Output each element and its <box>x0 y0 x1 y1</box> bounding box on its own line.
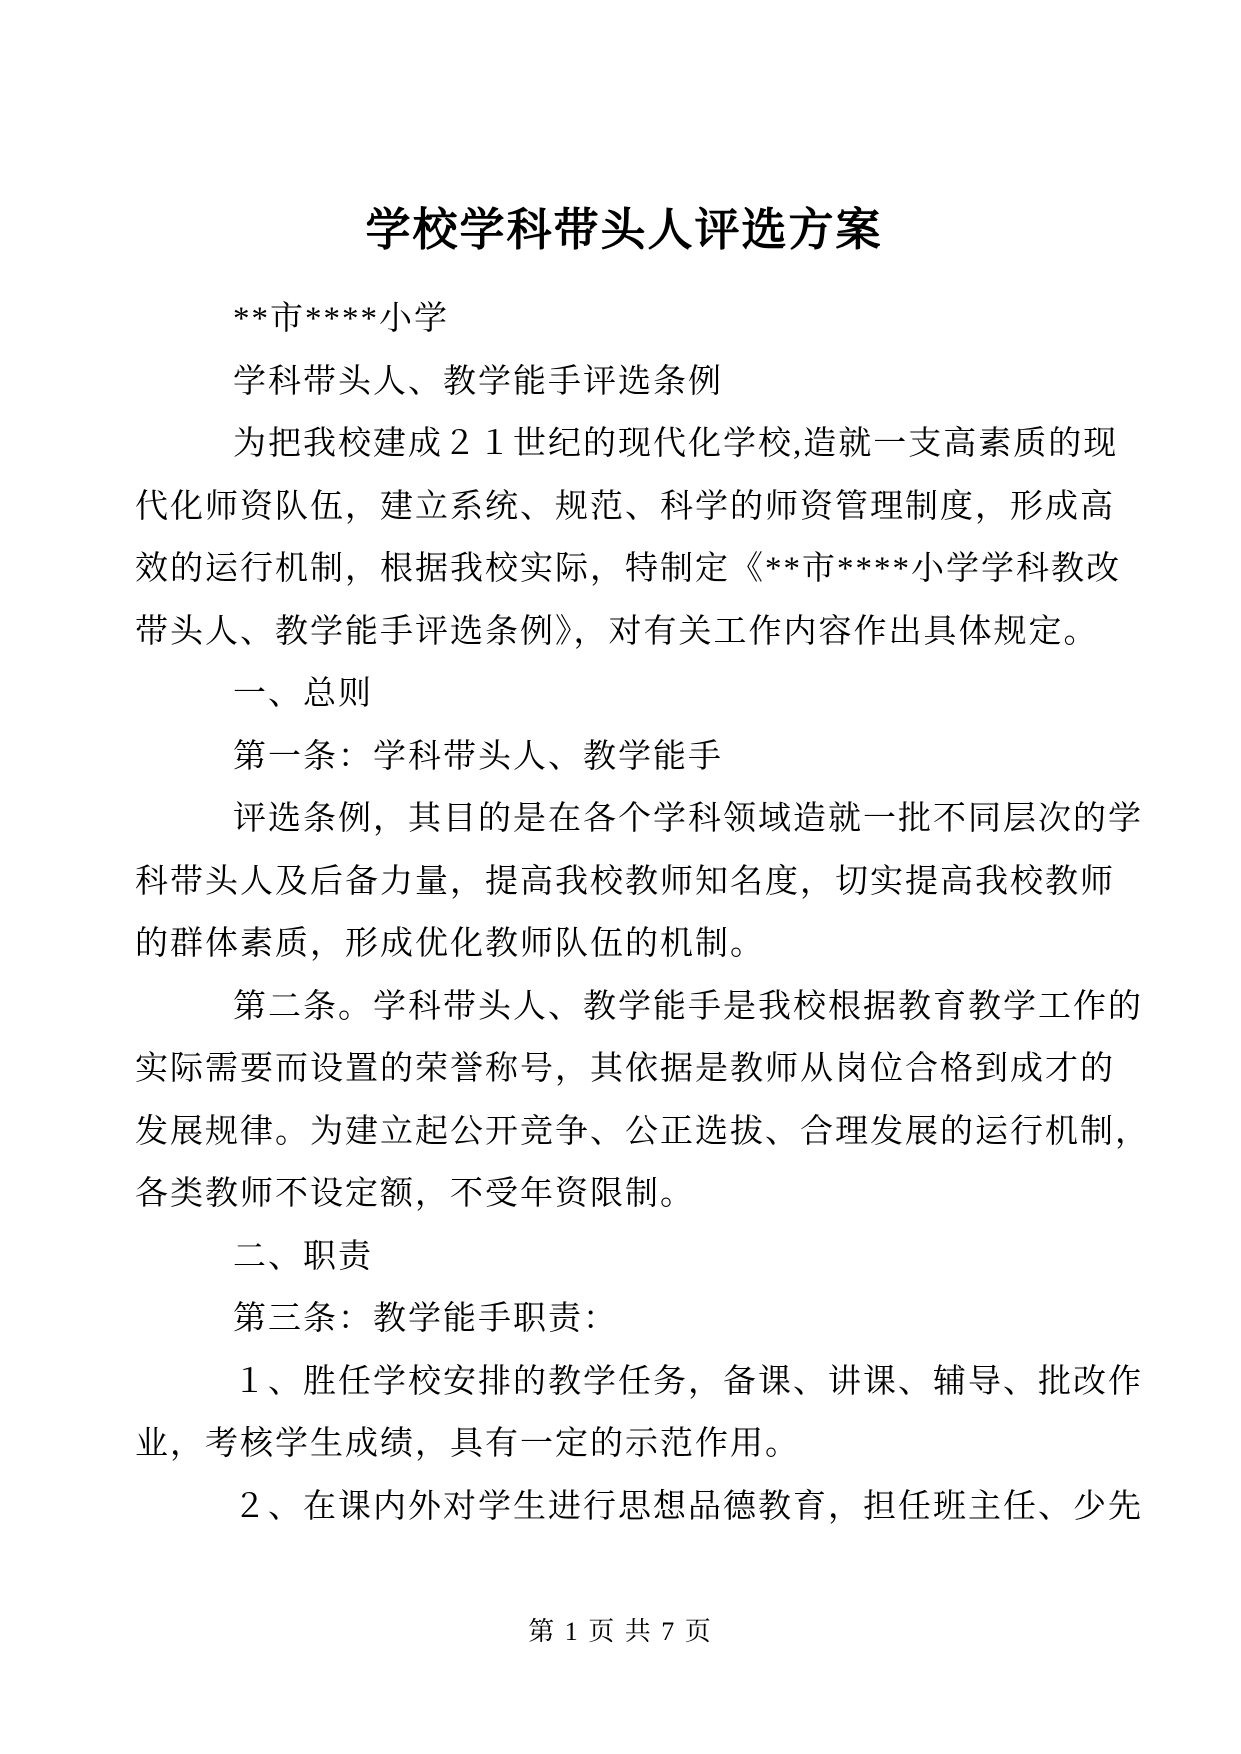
body-line: 各类教师不设定额，不受年资限制。 <box>135 1176 695 1212</box>
body-line: 第二条。学科带头人、教学能手是我校根据教育教学工作的 <box>233 988 1143 1025</box>
section-heading-line: 二、职责 <box>233 1238 373 1275</box>
page-number-footer: 第 1 页 共 7 页 <box>528 1617 713 1646</box>
body-line: 科带头人及后备力量，提高我校教师知名度，切实提高我校教师 <box>135 863 1115 900</box>
section-heading-line: 一、总则 <box>233 676 373 712</box>
body-line: 实际需要而设置的荣誉称号，其依据是教师从岗位合格到成才的 <box>135 1051 1115 1087</box>
body-line: 第三条：教学能手职责： <box>233 1301 618 1337</box>
body-line: 效的运行机制，根据我校实际，特制定《**市****小学学科教改 <box>135 551 1121 587</box>
body-line: ２、在课内外对学生进行思想品德教育，担任班主任、少先 <box>233 1488 1143 1525</box>
body-line: １、胜任学校安排的教学任务，备课、讲课、辅导、批改作 <box>233 1363 1143 1400</box>
body-line: 代化师资队伍，建立系统、规范、科学的师资管理制度，形成高 <box>135 488 1115 525</box>
body-line: 第一条：学科带头人、教学能手 <box>233 738 723 775</box>
body-line: 业，考核学生成绩，具有一定的示范作用。 <box>135 1426 800 1462</box>
body-line: **市****小学 <box>233 301 449 337</box>
body-line: 评选条例，其目的是在各个学科领域造就一批不同层次的学 <box>233 801 1143 837</box>
body-line: 的群体素质，形成优化教师队伍的机制。 <box>135 926 765 962</box>
body-line: 学科带头人、教学能手评选条例 <box>233 363 723 400</box>
body-line: 为把我校建成２１世纪的现代化学校,造就一支高素质的现 <box>233 426 1119 462</box>
document-title: 学校学科带头人评选方案 <box>365 203 883 256</box>
body-line: 发展规律。为建立起公开竞争、公正选拔、合理发展的运行机制， <box>135 1113 1150 1150</box>
document-body <box>135 288 1150 1538</box>
body-line: 带头人、教学能手评选条例》，对有关工作内容作出具体规定。 <box>135 613 1099 650</box>
